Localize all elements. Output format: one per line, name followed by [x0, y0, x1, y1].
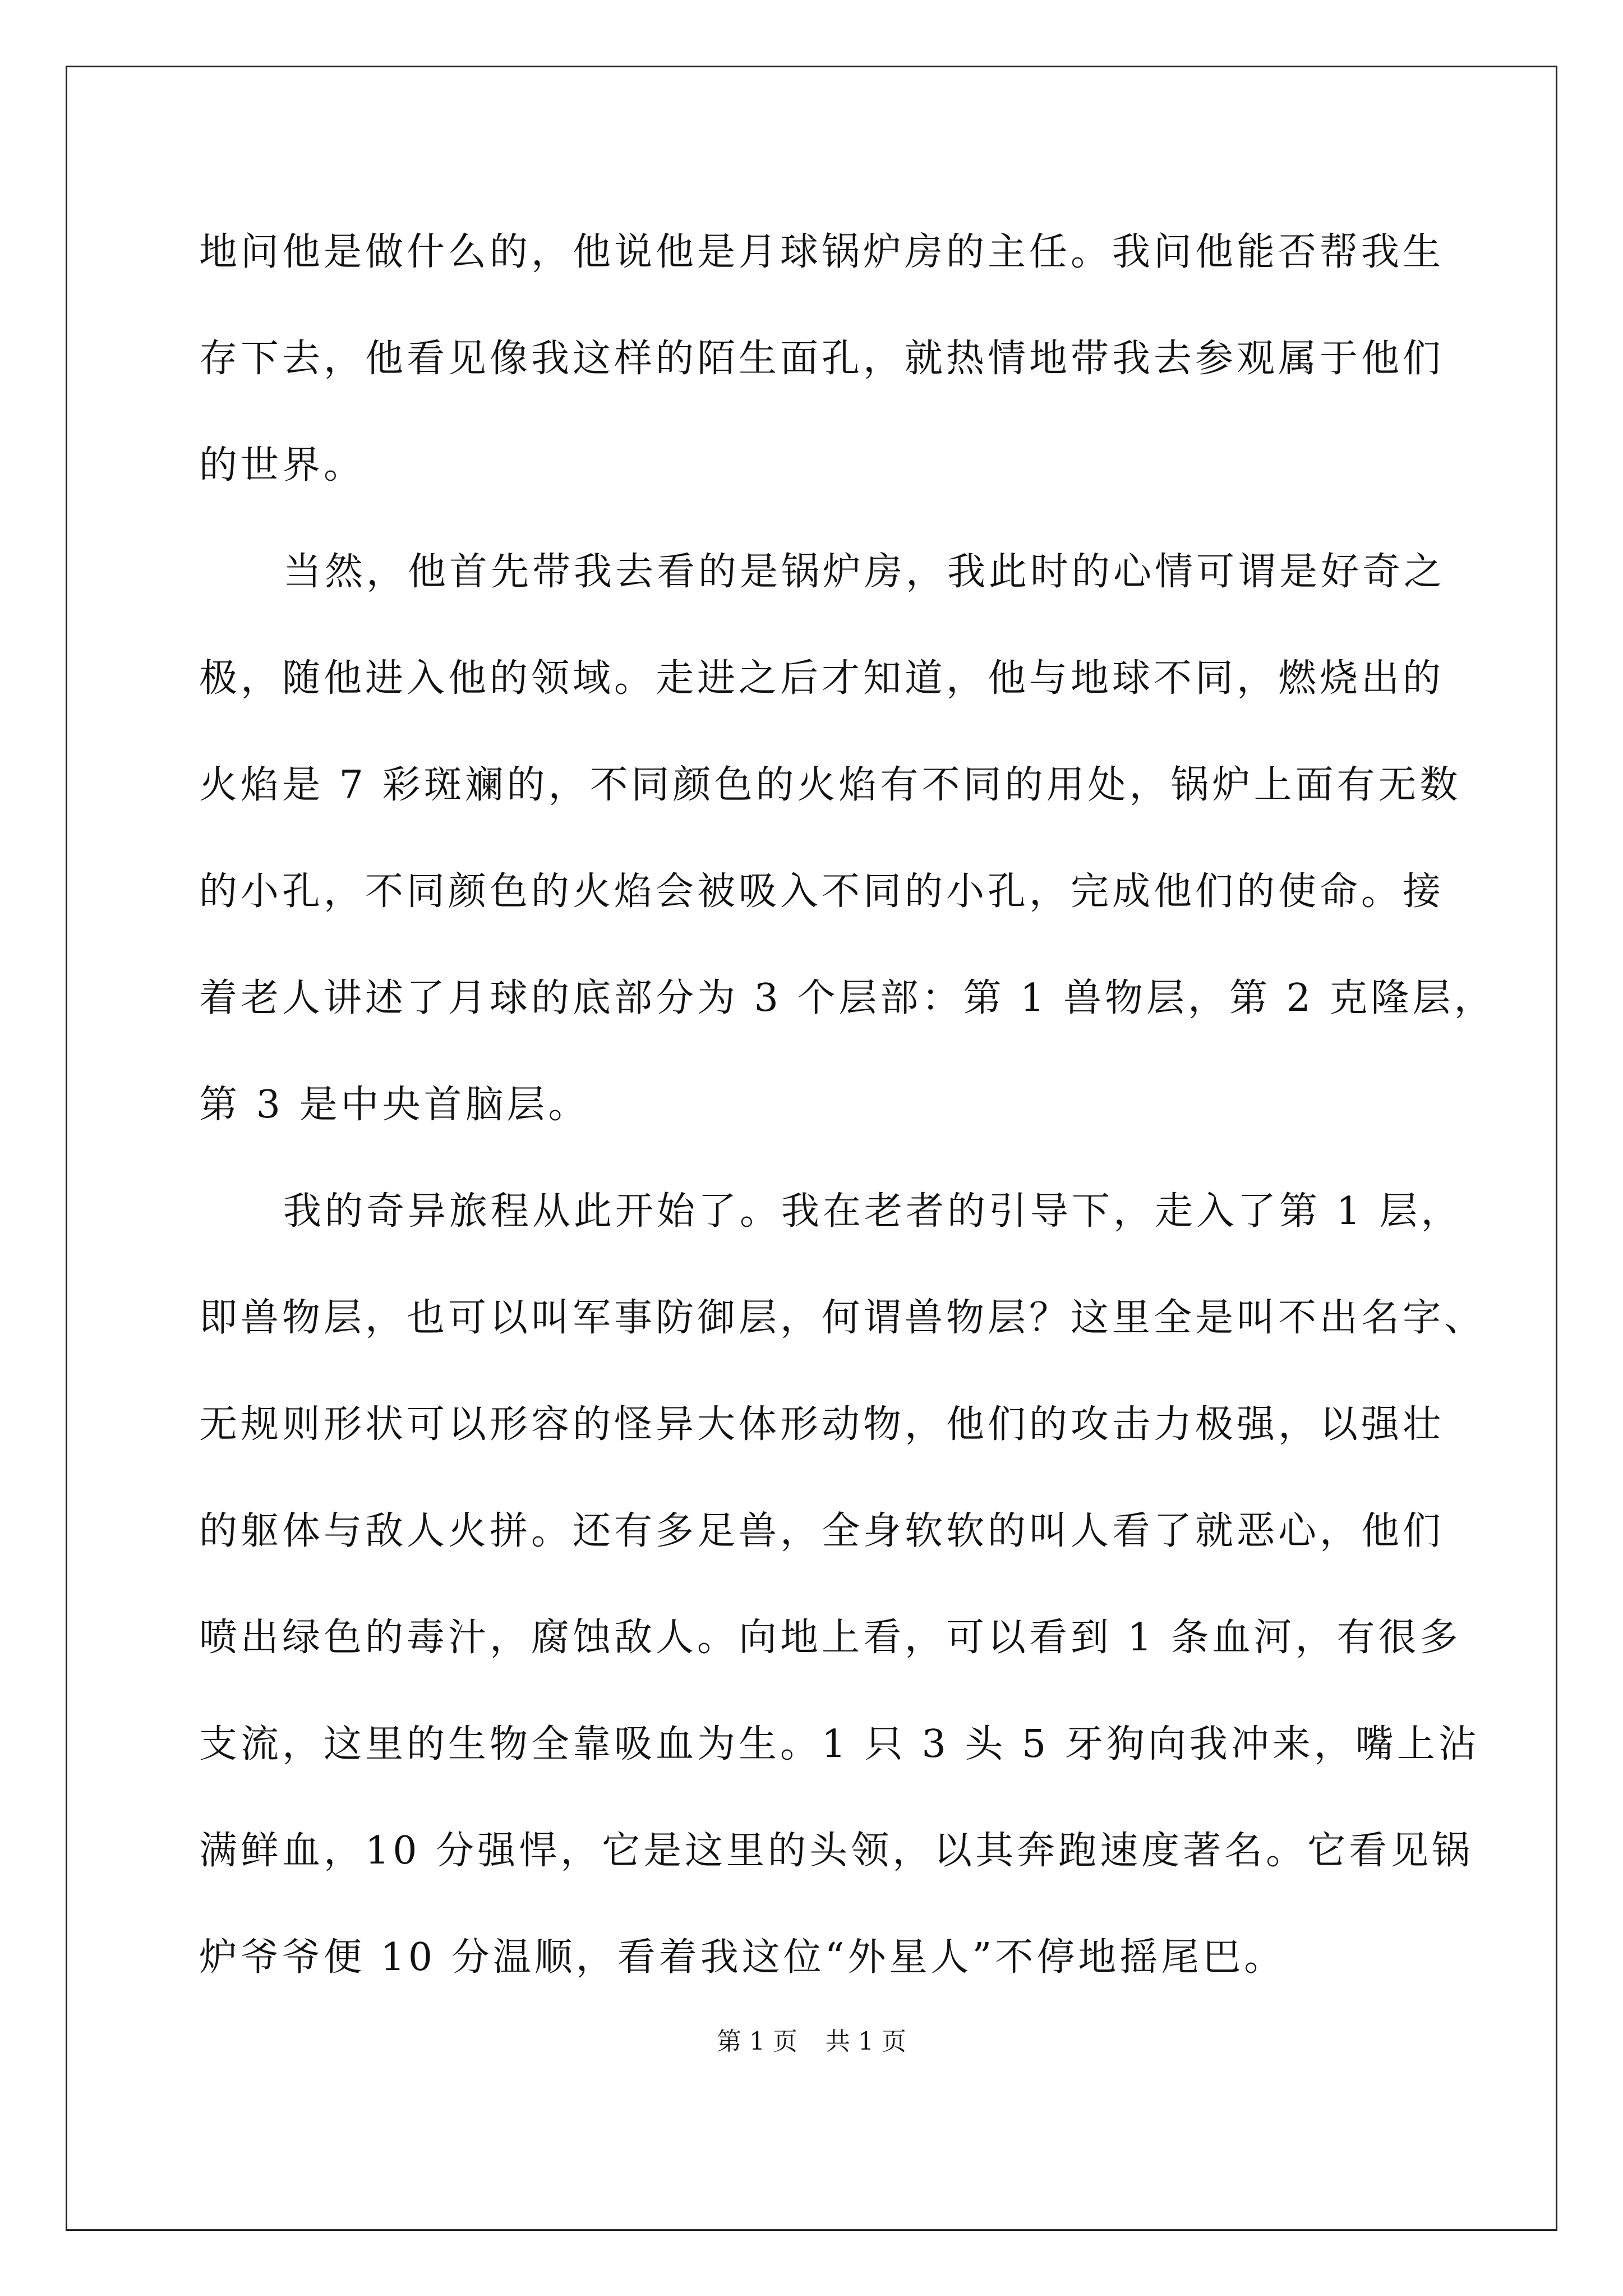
text-line-17: 炉爷爷便 10 分温顺，看着我这位“外星人”不停地摇尾巴。: [199, 1935, 1286, 1980]
text-line-7: 的小孔，不同颜色的火焰会被吸入不同的小孔，完成他们的使命。接: [199, 869, 1445, 914]
text-line-2: 存下去，他看见像我这样的陌生面孔，就热情地带我去参观属于他们: [199, 337, 1445, 381]
text-line-3: 的世界。: [199, 443, 366, 487]
text-line-11: 即兽物层，也可以叫军事防御层，何谓兽物层？这里全是叫不出名字、: [199, 1296, 1486, 1340]
text-line-15: 支流，这里的生物全靠吸血为生。1 只 3 头 5 牙狗向我冲来，嘴上沾: [199, 1722, 1480, 1766]
page-number-current: 第 1 页: [717, 2027, 797, 2056]
text-line-8: 着老人讲述了月球的底部分为 3 个层部：第 1 兽物层，第 2 克隆层，: [199, 976, 1496, 1020]
text-line-12: 无规则形状可以形容的怪异大体形动物，他们的攻击力极强，以强壮: [199, 1402, 1445, 1447]
page-number-total: 共 1 页: [826, 2027, 906, 2056]
text-line-13: 的躯体与敌人火拼。还有多足兽，全身软软的叫人看了就恶心，他们: [199, 1509, 1445, 1553]
text-line-16: 满鲜血，10 分强悍，它是这里的头领，以其奔跑速度著名。它看见锅: [199, 1829, 1474, 1873]
page-footer: [0, 2025, 1623, 2059]
text-line-4: 当然，他首先带我去看的是锅炉房，我此时的心情可谓是好奇之: [283, 550, 1446, 594]
text-line-1: 地问他是做什么的，他说他是月球锅炉房的主任。我问他能否帮我生: [199, 230, 1445, 274]
text-line-5: 极，随他进入他的领域。走进之后才知道，他与地球不同，燃烧出的: [199, 656, 1445, 701]
text-line-9: 第 3 是中央首脑层。: [199, 1083, 590, 1127]
text-line-10: 我的奇异旅程从此开始了。我在老者的引导下，走入了第 1 层，: [283, 1189, 1463, 1234]
text-line-6: 火焰是 7 彩斑斓的，不同颜色的火焰有不同的用处，锅炉上面有无数: [199, 763, 1461, 807]
text-line-14: 喷出绿色的毒汁，腐蚀敌人。向地上看，可以看到 1 条血河，有很多: [199, 1616, 1461, 1660]
document-body: [199, 222, 1496, 2033]
